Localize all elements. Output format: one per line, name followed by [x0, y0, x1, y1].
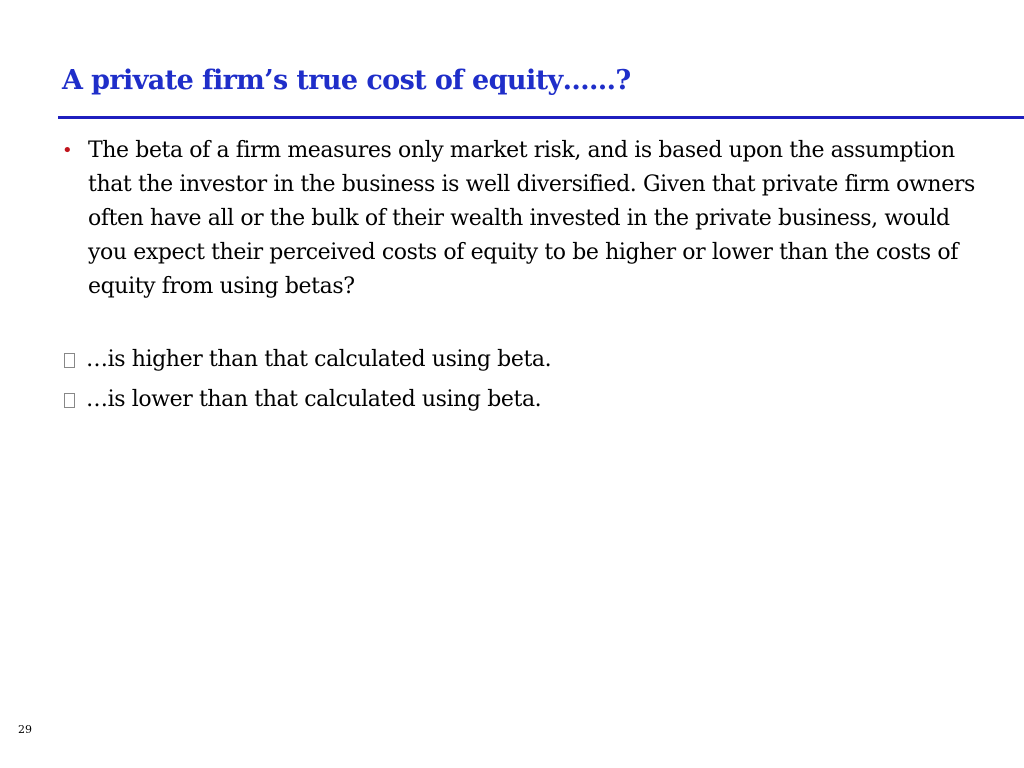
- page-number: 29: [18, 723, 32, 736]
- answer-option-higher[interactable]: [62, 340, 992, 380]
- question-text: The beta of a firm measures only market risk, and is based upon the assumption that the investor in the business is well diversified. Given that private firm owners often have all or the bulk of their wealth invested in the private business, would you expect their perceived costs of equity to be higher or lower than the costs of equity from using betas?: [88, 138, 975, 299]
- slide-content: [62, 134, 992, 420]
- bullet-dot-icon: •: [62, 140, 73, 161]
- answer-option-label: …is lower than that calculated using beta.: [86, 387, 542, 412]
- question-bullet: [62, 134, 992, 304]
- title-underline-rule: [58, 116, 1024, 119]
- answer-option-lower[interactable]: [62, 380, 992, 420]
- answer-options: [62, 340, 992, 420]
- answer-option-label: …is higher than that calculated using beta.: [86, 347, 552, 372]
- checkbox-icon[interactable]: [64, 393, 75, 408]
- slide-title: A private firm’s true cost of equity……?: [62, 65, 631, 96]
- checkbox-icon[interactable]: [64, 353, 75, 368]
